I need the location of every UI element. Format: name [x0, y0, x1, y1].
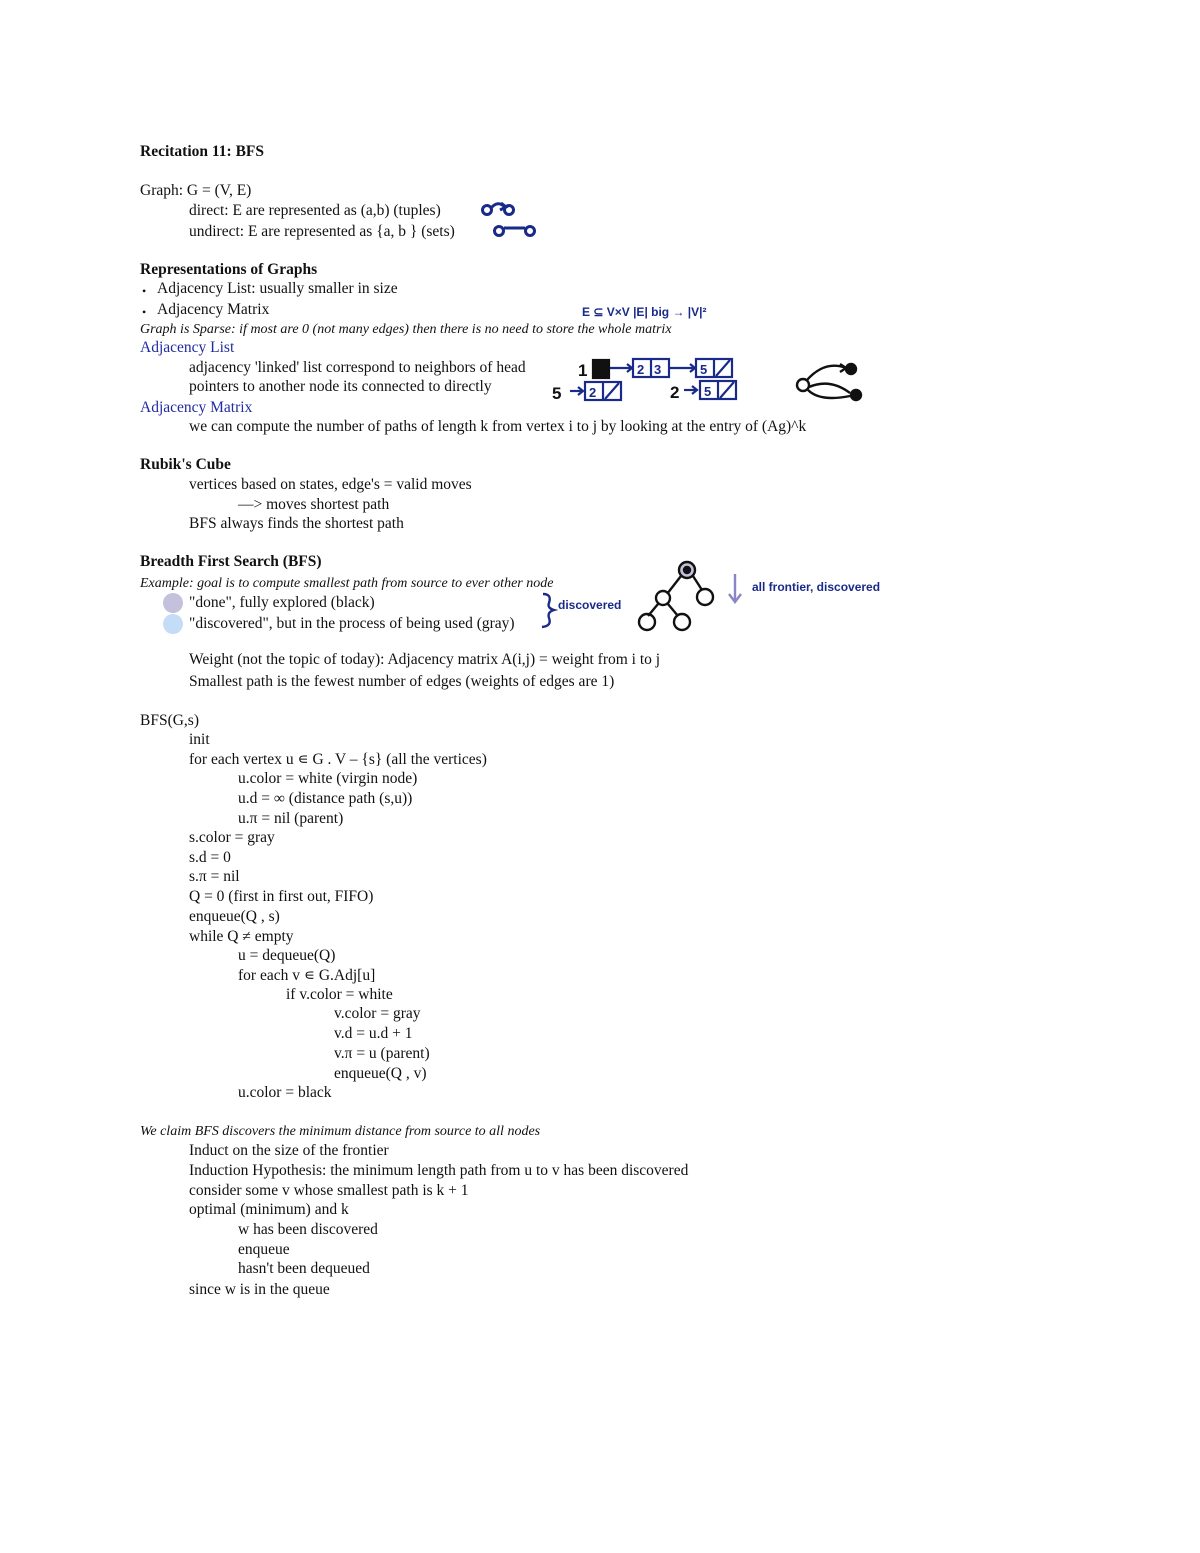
pseudocode-line: s.d = 0	[189, 849, 231, 866]
ink-list-label-1: 1	[578, 361, 588, 380]
adjacency-matrix-heading: Adjacency Matrix	[140, 399, 253, 416]
adjacency-list-line-1: adjacency 'linked' list correspond to neighbors of head	[189, 359, 526, 376]
claim-line: Induct on the size of the frontier	[189, 1142, 389, 1159]
pseudocode-line: for each v ∊ G.Adj[u]	[238, 967, 376, 984]
bullet-icon: •	[142, 305, 147, 319]
representations-heading: Representations of Graphs	[140, 261, 318, 278]
rubik-line-1: vertices based on states, edge's = valid moves	[189, 476, 472, 493]
pseudocode-line: v.π = u (parent)	[334, 1045, 430, 1062]
bfs-tree-sketch	[639, 562, 713, 630]
adjacency-matrix-bullet: Adjacency Matrix	[157, 301, 270, 318]
adjacency-matrix-line: we can compute the number of paths of length k from vertex i to j by looking at the entry of (Ag)^k	[189, 418, 807, 435]
weight-note: Weight (not the topic of today): Adjacency matrix A(i,j) = weight from i to j	[189, 651, 661, 668]
pseudocode-line: for each vertex u ∊ G . V – {s} (all the vertices)	[189, 751, 487, 768]
rubik-heading: Rubik's Cube	[140, 456, 231, 473]
directed-edge-sketch	[483, 203, 514, 215]
pseudocode-line: v.d = u.d + 1	[334, 1025, 413, 1042]
claim-line: w has been discovered	[238, 1221, 378, 1238]
bfs-example: Example: goal is to compute smallest path from source to ever other node	[140, 576, 554, 591]
ink-cell: 5	[700, 362, 708, 377]
pseudocode-line: if v.color = white	[286, 986, 393, 1003]
pseudocode-line: v.color = gray	[334, 1005, 421, 1022]
bfs-heading: Breadth First Search (BFS)	[140, 553, 322, 570]
adjacency-list-heading: Adjacency List	[140, 339, 235, 356]
pseudocode-line: u.color = white (virgin node)	[238, 770, 418, 787]
undirect-edge-text: undirect: E are represented as {a, b } (sets)	[189, 223, 455, 240]
bullet-icon: •	[142, 284, 147, 298]
pseudocode-line: u.color = black	[238, 1084, 332, 1101]
rubik-line-2: —> moves shortest path	[238, 496, 390, 513]
claim-line: Induction Hypothesis: the minimum length path from u to v has been discovered	[189, 1162, 689, 1179]
ink-cell: 5	[704, 384, 712, 399]
page-title: Recitation 11: BFS	[140, 143, 264, 160]
pseudocode-line: u.π = nil (parent)	[238, 810, 344, 827]
pseudocode-line: Q = 0 (first in first out, FIFO)	[189, 888, 374, 905]
ink-cell: 2	[637, 362, 645, 377]
smallest-path-note: Smallest path is the fewest number of edges (weights of edges are 1)	[189, 673, 615, 690]
claim-heading: We claim BFS discovers the minimum distance from source to all nodes	[140, 1124, 541, 1139]
claim-line: optimal (minimum) and k	[189, 1201, 349, 1218]
ink-cell: 2	[589, 385, 597, 400]
adjacency-list-line-2: pointers to another node its connected to directly	[189, 378, 492, 395]
pseudocode-line: enqueue(Q , s)	[189, 908, 280, 925]
discovered-legend: "discovered", but in the process of being used (gray)	[189, 615, 515, 632]
claim-line: consider some v whose smallest path is k + 1	[189, 1182, 469, 1199]
pseudocode-line: enqueue(Q , v)	[334, 1065, 427, 1082]
claim-line: hasn't been dequeued	[238, 1260, 370, 1277]
adjacency-list-bullet: Adjacency List: usually smaller in size	[157, 280, 398, 297]
pseudocode-line: u = dequeue(Q)	[238, 947, 336, 964]
ink-cell: 3	[654, 362, 662, 377]
sparse-note: Graph is Sparse: if most are 0 (not many edges) then there is no need to store the whole matrix	[140, 322, 672, 337]
down-arrow-icon	[729, 574, 741, 602]
claim-line: enqueue	[238, 1241, 290, 1258]
done-legend: "done", fully explored (black)	[189, 594, 375, 611]
graph-sketch	[797, 364, 861, 400]
graph-definition: Graph: G = (V, E)	[140, 182, 252, 199]
pseudocode-line: init	[189, 731, 210, 748]
pseudocode-line: BFS(G,s)	[140, 712, 200, 729]
pseudocode-line: s.π = nil	[189, 868, 240, 885]
rubik-line-3: BFS always finds the shortest path	[189, 515, 404, 532]
ink-matrix-note: E ⊆ V×V |E| big → |V|²	[582, 305, 707, 319]
ink-list-label-2: 2	[670, 383, 680, 402]
claim-line: since w is in the queue	[189, 1281, 330, 1298]
pseudocode-line: u.d = ∞ (distance path (s,u))	[238, 790, 413, 807]
undirected-edge-sketch	[495, 227, 535, 236]
discovered-brace	[542, 594, 554, 627]
pseudocode-line: while Q ≠ empty	[189, 928, 294, 945]
ink-list-label-5: 5	[552, 384, 562, 403]
ink-frontier-note: all frontier, discovered	[752, 580, 881, 594]
direct-edge-text: direct: E are represented as (a,b) (tuples)	[189, 202, 441, 219]
pseudocode-line: s.color = gray	[189, 829, 275, 846]
ink-discovered-label: discovered	[558, 598, 622, 612]
